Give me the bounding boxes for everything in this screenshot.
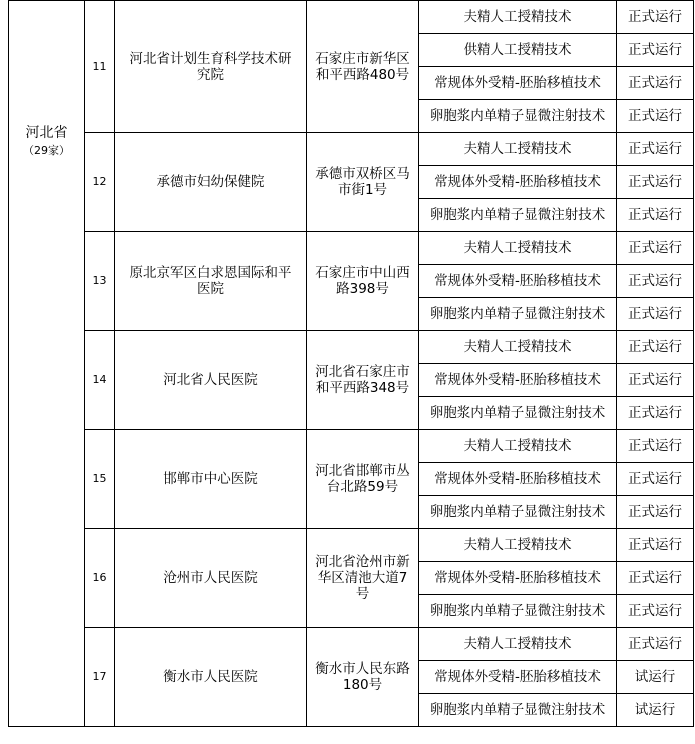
hospital-name: 河北省计划生育科学技术研究院 [115,1,307,133]
status-cell: 正式运行 [617,1,694,34]
hospital-address: 石家庄市中山西路398号 [307,232,419,331]
hospital-address: 河北省石家庄市和平西路348号 [307,331,419,430]
technology-name: 卵胞浆内单精子显微注射技术 [419,100,617,133]
status-cell: 正式运行 [617,331,694,364]
status-cell: 正式运行 [617,364,694,397]
technology-name: 夫精人工授精技术 [419,232,617,265]
status-cell: 正式运行 [617,298,694,331]
technology-name: 卵胞浆内单精子显微注射技术 [419,496,617,529]
row-number: 13 [85,232,115,331]
technology-name: 卵胞浆内单精子显微注射技术 [419,694,617,727]
technology-name: 夫精人工授精技术 [419,133,617,166]
status-cell: 正式运行 [617,100,694,133]
technology-name: 常规体外受精-胚胎移植技术 [419,166,617,199]
technology-name: 夫精人工授精技术 [419,331,617,364]
table-row [9,133,694,166]
technology-name: 常规体外受精-胚胎移植技术 [419,661,617,694]
status-cell: 正式运行 [617,595,694,628]
technology-name: 常规体外受精-胚胎移植技术 [419,562,617,595]
hospital-name: 邯郸市中心医院 [115,430,307,529]
hospital-address: 石家庄市新华区和平西路480号 [307,1,419,133]
hospital-address: 河北省邯郸市丛台北路59号 [307,430,419,529]
technology-name: 常规体外受精-胚胎移植技术 [419,364,617,397]
hospital-table [8,0,694,727]
status-cell: 正式运行 [617,232,694,265]
status-cell: 试运行 [617,661,694,694]
technology-name: 卵胞浆内单精子显微注射技术 [419,595,617,628]
table-row [9,628,694,661]
hospital-name: 河北省人民医院 [115,331,307,430]
technology-name: 夫精人工授精技术 [419,628,617,661]
status-cell: 正式运行 [617,166,694,199]
hospital-name: 衡水市人民医院 [115,628,307,727]
table-row [9,331,694,364]
hospital-name: 沧州市人民医院 [115,529,307,628]
row-number: 16 [85,529,115,628]
status-cell: 正式运行 [617,496,694,529]
technology-name: 供精人工授精技术 [419,34,617,67]
status-cell: 正式运行 [617,529,694,562]
technology-name: 卵胞浆内单精子显微注射技术 [419,397,617,430]
status-cell: 正式运行 [617,430,694,463]
hospital-address: 承德市双桥区马市街1号 [307,133,419,232]
province-cell [9,1,85,727]
technology-name: 卵胞浆内单精子显微注射技术 [419,199,617,232]
row-number: 14 [85,331,115,430]
status-cell: 正式运行 [617,34,694,67]
technology-name: 常规体外受精-胚胎移植技术 [419,67,617,100]
status-cell: 正式运行 [617,199,694,232]
status-cell: 正式运行 [617,628,694,661]
status-cell: 正式运行 [617,562,694,595]
technology-name: 夫精人工授精技术 [419,529,617,562]
status-cell: 正式运行 [617,265,694,298]
province-count: （29家） [23,144,70,157]
technology-name: 夫精人工授精技术 [419,1,617,34]
hospital-name: 承德市妇幼保健院 [115,133,307,232]
status-cell: 正式运行 [617,397,694,430]
technology-name: 常规体外受精-胚胎移植技术 [419,265,617,298]
row-number: 11 [85,1,115,133]
technology-name: 夫精人工授精技术 [419,430,617,463]
row-number: 15 [85,430,115,529]
hospital-address: 河北省沧州市新华区清池大道7号 [307,529,419,628]
table-row [9,430,694,463]
status-cell: 正式运行 [617,463,694,496]
table-row [9,1,694,34]
hospital-name: 原北京军区白求恩国际和平医院 [115,232,307,331]
table-row [9,232,694,265]
status-cell: 正式运行 [617,67,694,100]
technology-name: 卵胞浆内单精子显微注射技术 [419,298,617,331]
technology-name: 常规体外受精-胚胎移植技术 [419,463,617,496]
row-number: 17 [85,628,115,727]
status-cell: 试运行 [617,694,694,727]
table-row [9,529,694,562]
table-body [9,1,694,727]
hospital-address: 衡水市人民东路180号 [307,628,419,727]
status-cell: 正式运行 [617,133,694,166]
province-name: 河北省 [25,125,68,141]
row-number: 12 [85,133,115,232]
